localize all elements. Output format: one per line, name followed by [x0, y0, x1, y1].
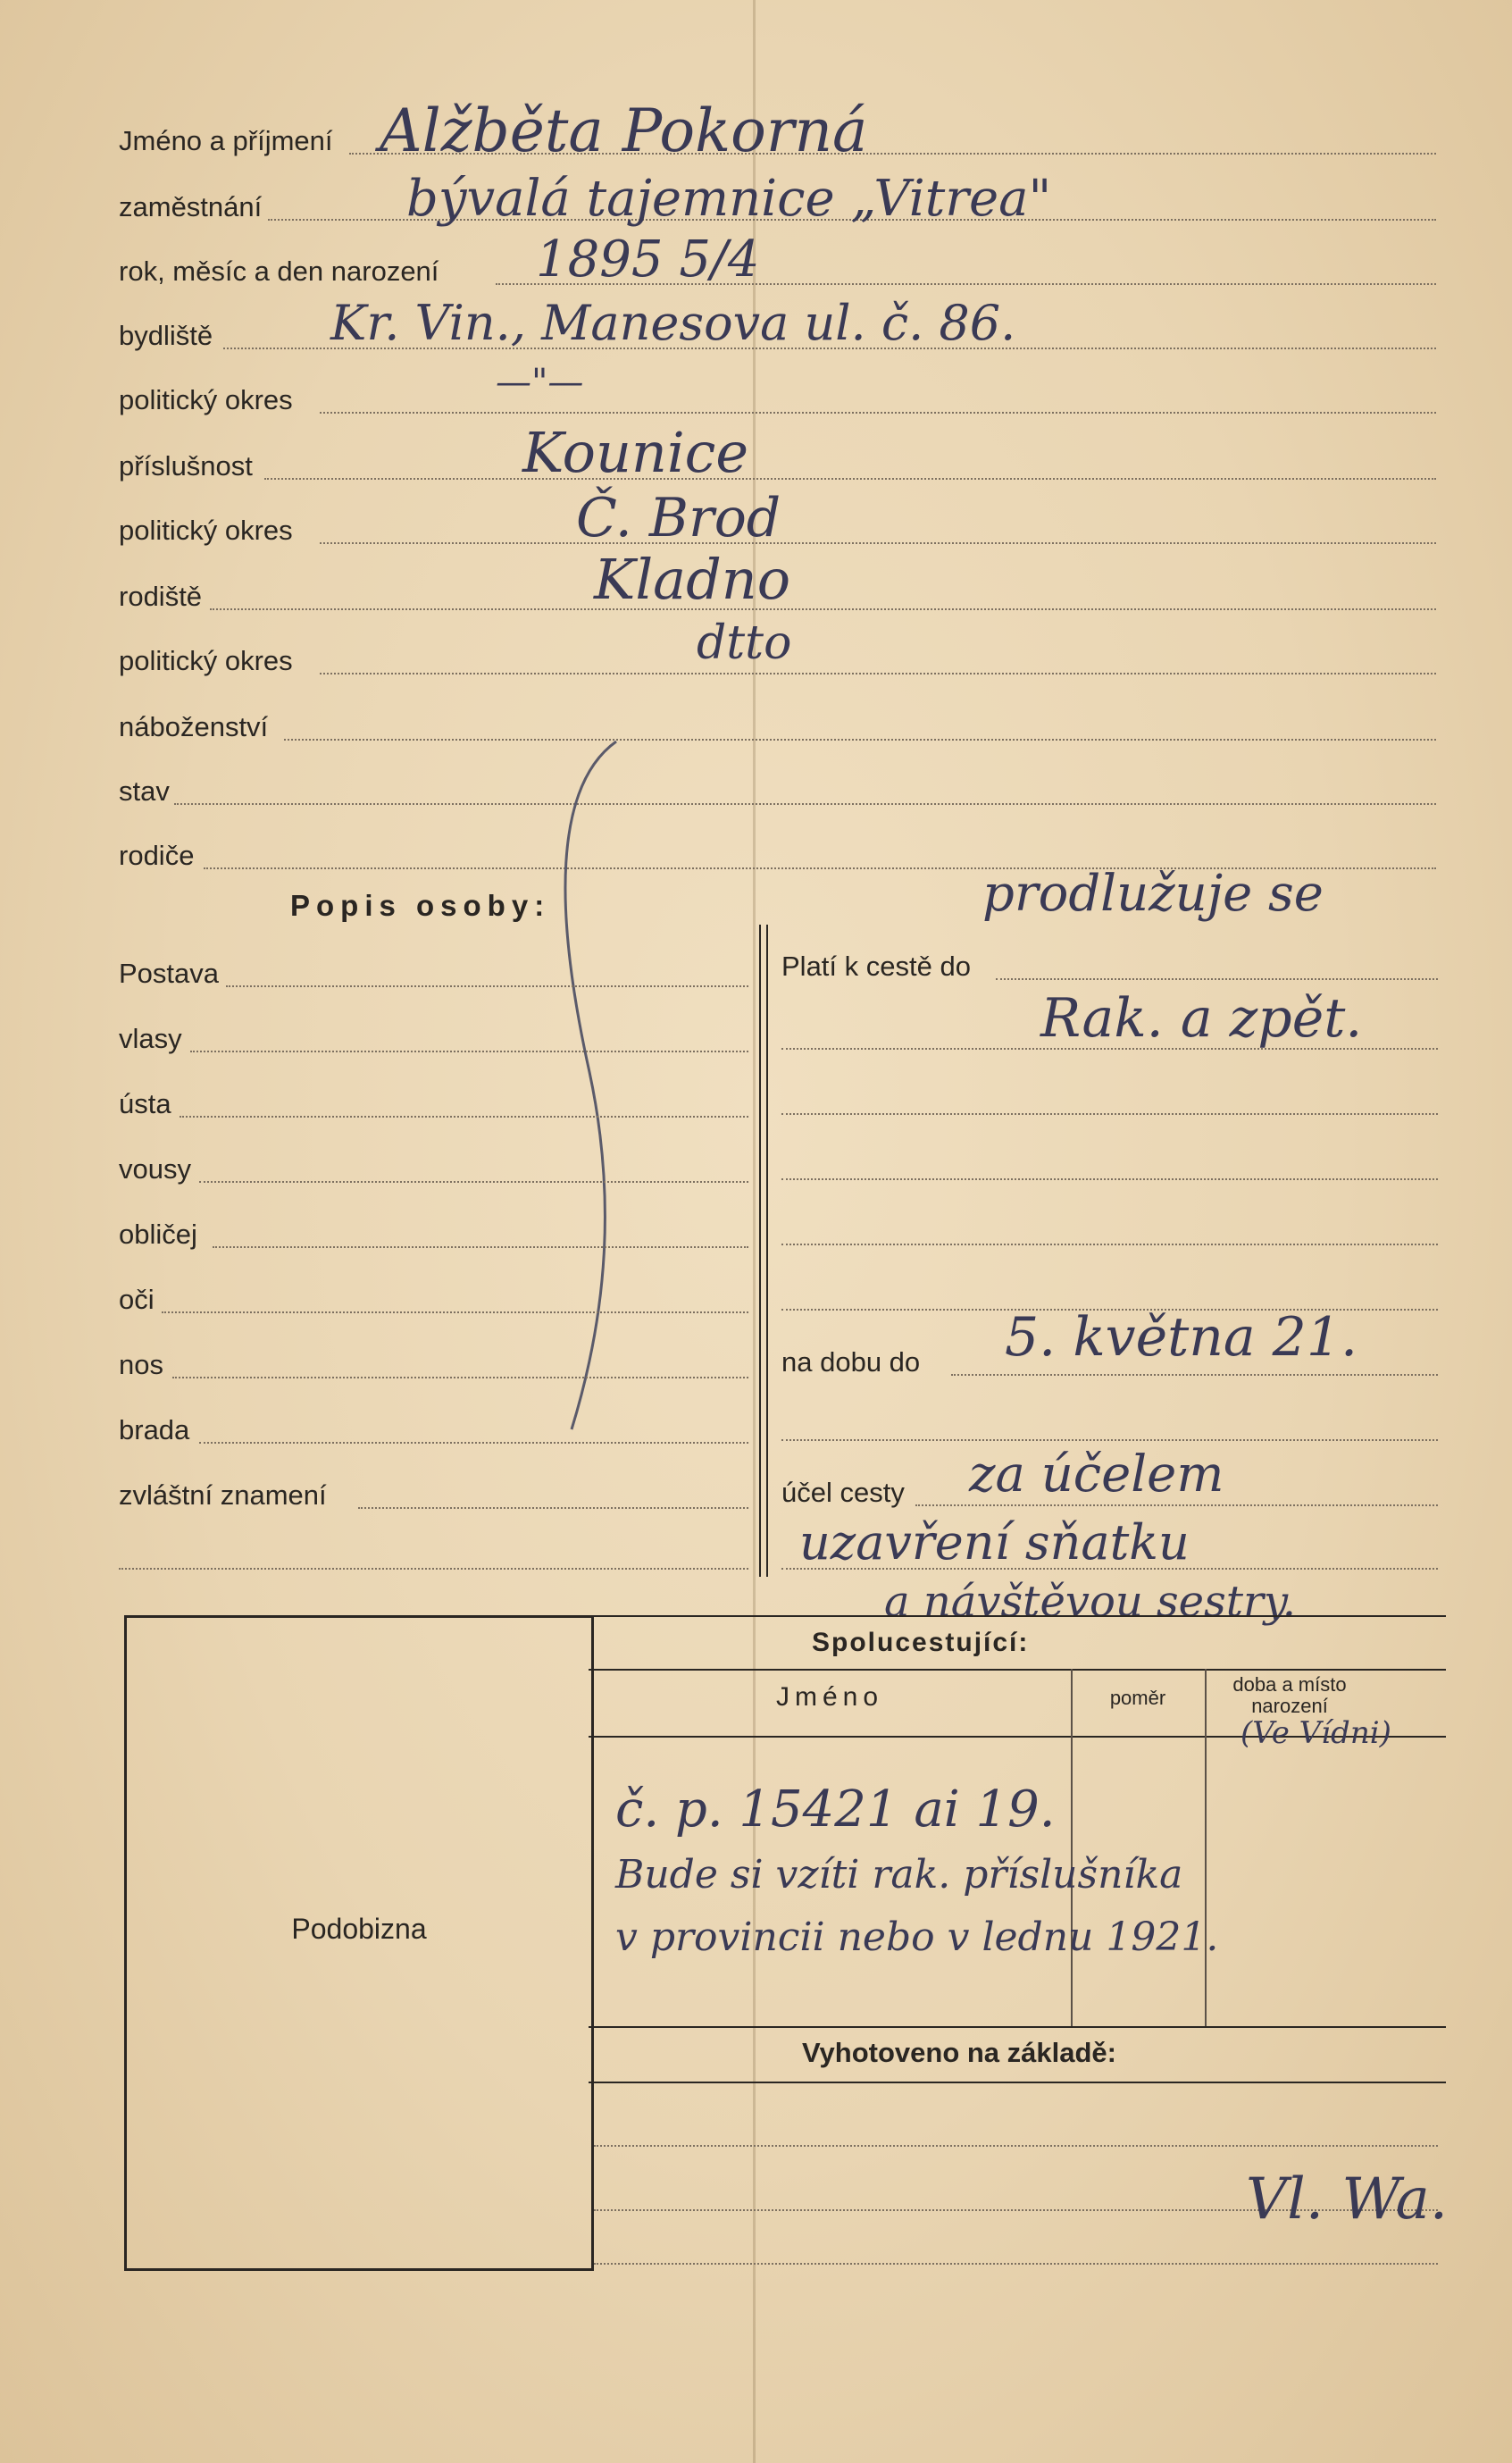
description-row [119, 1217, 748, 1256]
description-label: zvláštní znamení [119, 1479, 327, 1511]
description-row [119, 1412, 748, 1452]
column-divider [766, 925, 768, 1577]
description-row [119, 1086, 748, 1126]
companions-heading: Spolucestující: [812, 1628, 1030, 1657]
handwritten-residence: Kr. Vin., Manesova ul. č. 86. [330, 295, 1016, 351]
field-row [119, 254, 1436, 293]
description-label: ústa [119, 1088, 171, 1119]
handwritten-purpose-1: za účelem [969, 1445, 1224, 1504]
paper-fold [753, 0, 756, 2463]
handwritten-purpose-2: uzavření sňatku [799, 1514, 1190, 1571]
handwritten-occupation: bývalá tajemnice „Vitrea" [406, 170, 1052, 228]
description-heading: Popis osoby: [290, 889, 551, 922]
handwritten-domicile: Kounice [522, 420, 749, 485]
handwritten-district-2: Č. Brod [576, 487, 781, 549]
field-label: náboženství [119, 711, 269, 742]
issued-heading: Vyhotoveno na základě: [802, 2037, 1116, 2068]
description-label: nos [119, 1349, 163, 1380]
travel-purpose-label: účel cesty [781, 1477, 905, 1508]
description-label: vousy [119, 1153, 191, 1185]
handwritten-district-1: —"— [496, 362, 584, 403]
field-label: rodiště [119, 581, 203, 612]
column-birth-header: doba a místo narození [1232, 1673, 1347, 1717]
description-row [119, 1282, 748, 1321]
handwritten-purpose-3: a návštěvou sestry. [884, 1577, 1296, 1627]
handwritten-companion-note: (Ve Vídni) [1241, 1715, 1391, 1751]
field-label: zaměstnání [119, 191, 263, 222]
description-row [119, 956, 748, 995]
companions-table [589, 1615, 1446, 2080]
description-row [119, 1538, 748, 1578]
photo-label: Podobizna [291, 1913, 427, 1945]
field-label: politický okres [119, 645, 293, 676]
field-row [119, 448, 1436, 488]
description-label: brada [119, 1414, 190, 1445]
description-row [119, 1347, 748, 1386]
column-relation-header: poměr [1109, 1687, 1166, 1709]
field-label: politický okres [119, 384, 293, 415]
description-row [119, 1152, 748, 1191]
travel-destination-label: Platí k cestě do [781, 951, 971, 982]
field-row [119, 774, 1436, 813]
field-row [119, 382, 1436, 422]
handwritten-note-1: Bude si vzíti rak. příslušníka [615, 1852, 1183, 1898]
handwritten-birthplace: Kladno [594, 547, 791, 612]
description-label: vlasy [119, 1023, 182, 1054]
field-label: bydliště [119, 320, 213, 351]
column-divider [759, 925, 761, 1577]
photo-box [124, 1615, 594, 2271]
field-label: rok, měsíc a den narození [119, 256, 439, 287]
travel-duration-label: na dobu do [781, 1346, 921, 1378]
handwritten-district-3: dtto [697, 616, 792, 670]
handwritten-reference: č. p. 15421 ai 19. [615, 1780, 1056, 1839]
field-label: politický okres [119, 515, 293, 546]
handwritten-extension-note: prodlužuje se [982, 865, 1324, 923]
field-label: příslušnost [119, 450, 253, 482]
handwritten-destination: Rak. a zpět. [1040, 987, 1363, 1050]
field-label: rodiče [119, 840, 195, 871]
handwritten-note-2: v provincii nebo v lednu 1921. [615, 1914, 1219, 1960]
handwritten-duration: 5. května 21. [1005, 1306, 1358, 1369]
description-row [119, 1021, 748, 1060]
handwritten-birthdate: 1895 5/4 [536, 230, 760, 289]
handwritten-name: Alžběta Pokorná [380, 96, 868, 165]
travel-destination-row [781, 949, 1438, 988]
field-row [119, 709, 1436, 749]
description-label: oči [119, 1284, 155, 1315]
description-label: Postava [119, 958, 220, 989]
signature: Vl. Wa. [1246, 2166, 1449, 2233]
description-row [119, 1478, 748, 1517]
column-name-header: Jméno [775, 1682, 884, 1712]
field-label: Jméno a příjmení [119, 125, 333, 156]
field-label: stav [119, 775, 170, 807]
description-label: obličej [119, 1219, 197, 1250]
